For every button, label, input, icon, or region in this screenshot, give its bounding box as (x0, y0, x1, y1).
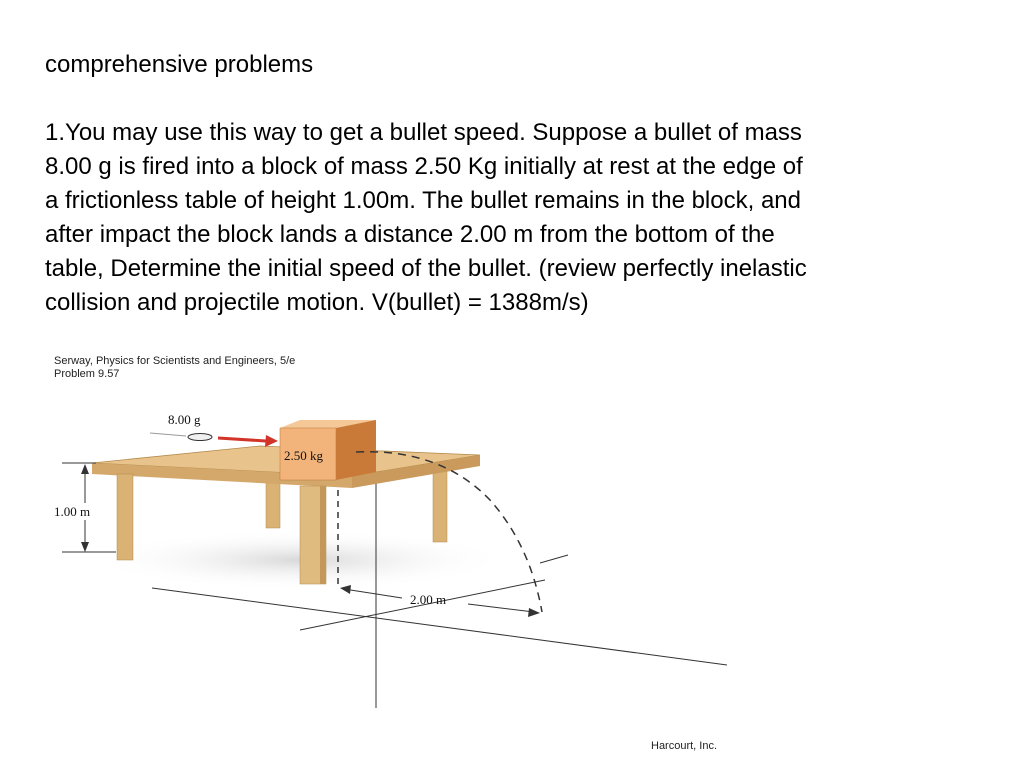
velocity-arrow-head (265, 435, 278, 447)
cross-line-short (540, 555, 568, 563)
problem-text (45, 116, 980, 320)
table-leg-front-left (117, 474, 133, 560)
height-label: 1.00 m (54, 504, 91, 519)
height-arrow-up (81, 464, 89, 474)
table-leg-back-left (266, 482, 280, 528)
problem-line: after impact the block lands a distance 2.00 m from the bottom of the (45, 221, 775, 248)
velocity-arrow (218, 438, 266, 441)
problem-line: 1.You may use this way to get a bullet speed. Suppose a bullet of mass (45, 119, 802, 146)
bullet-mass-label: 8.00 g (168, 412, 201, 427)
distance-dimension-line-right (468, 604, 534, 612)
bullet-trail (150, 433, 186, 436)
block-mass-label: 2.50 kg (284, 448, 323, 463)
caption-title: Serway, Physics for Scientists and Engineers, 5/e (54, 355, 296, 367)
distance-arrow-right (528, 608, 540, 617)
table-diagram (0, 340, 1024, 768)
table-leg-back-right (433, 470, 447, 542)
slide-heading: comprehensive problems (45, 51, 314, 78)
problem-line: 8.00 g is fired into a block of mass 2.50 Kg initially at rest at the edge of (45, 153, 803, 180)
height-arrow-down (81, 542, 89, 552)
problem-line: table, Determine the initial speed of the bullet. (review perfectly inelastic (45, 255, 807, 282)
figure-credit: Harcourt, Inc. (651, 740, 718, 752)
problem-line: a frictionless table of height 1.00m. The bullet remains in the block, and (45, 187, 801, 214)
problem-line: collision and projectile motion. V(bullet) = 1388m/s) (45, 289, 589, 316)
caption-problem-number: Problem 9.57 (54, 368, 120, 380)
bullet-icon (188, 434, 212, 441)
table-leg-front-right-side (320, 486, 326, 584)
distance-label: 2.00 m (410, 592, 447, 607)
block-side (336, 420, 376, 480)
distance-dimension-line-left (344, 589, 402, 598)
